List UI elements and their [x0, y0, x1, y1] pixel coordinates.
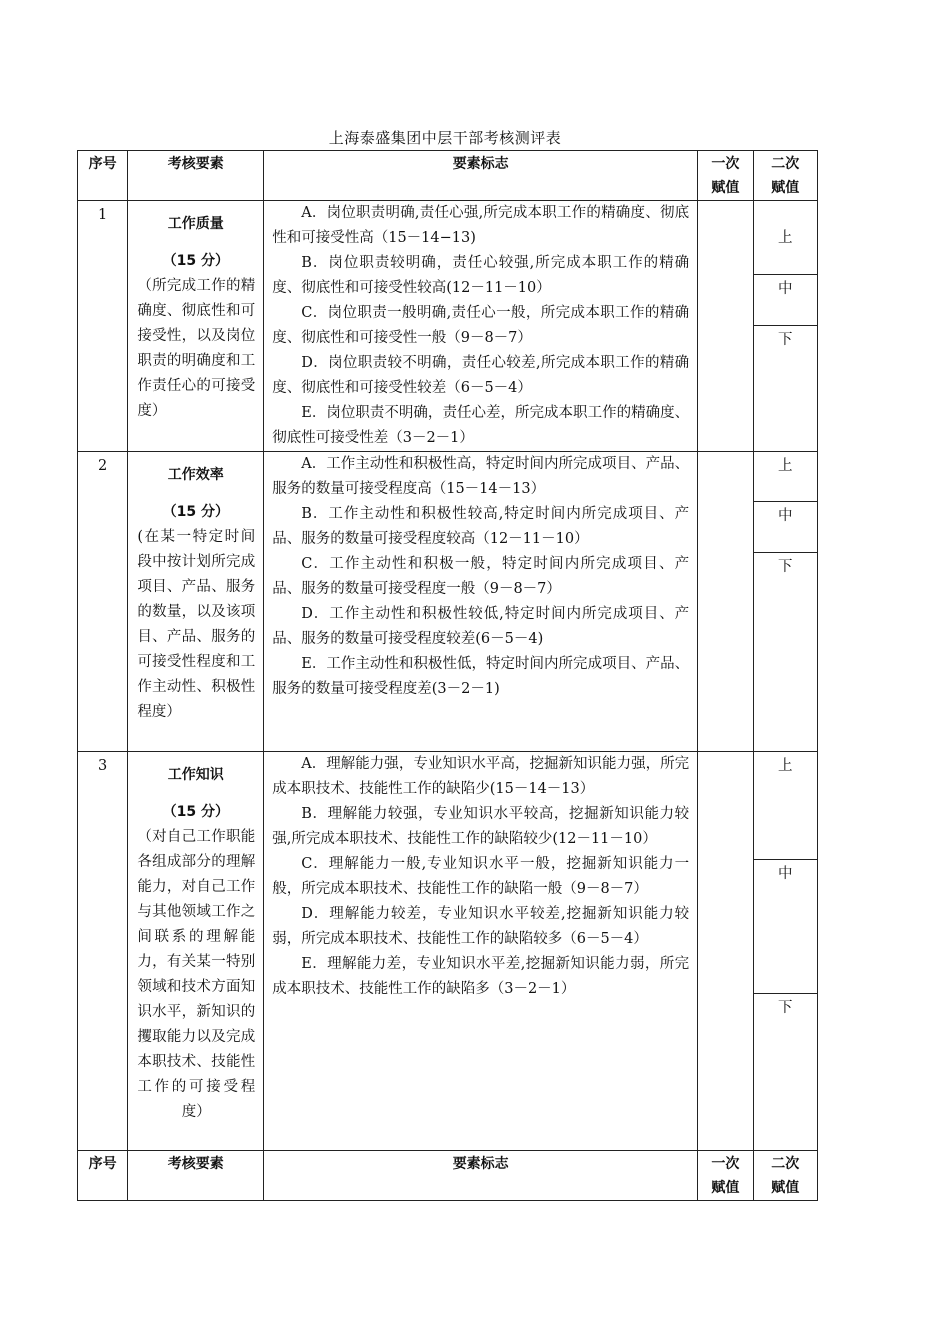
header-score1: 一次 赋值: [698, 1151, 753, 1201]
desc-item: D．理解能力较差，专业知识水平较差,挖掘新知识能力较弱，所完成本职技术、技能性工作的缺陷较多（6－5－4）: [272, 906, 690, 947]
header-desc: 要素标志: [264, 1151, 698, 1201]
row-number: 1: [78, 201, 128, 452]
row-number: 2: [78, 452, 128, 752]
score1-input-cell[interactable]: [698, 201, 753, 452]
row-number: 3: [78, 752, 128, 1151]
desc-item: E．理解能力差，专业知识水平差,挖掘新知识能力弱，所完成本职技术、技能性工作的缺陷多（3－2－1）: [272, 956, 690, 997]
element-cell: [128, 201, 264, 452]
element-name: 工作质量: [167, 216, 224, 232]
element-score: （15 分）: [162, 504, 229, 520]
desc-item: E．工作主动性和积极性低，特定时间内所完成项目、产品、服务的数量可接受程度差(3－2－1): [272, 656, 690, 697]
header-element: 考核要素: [128, 151, 264, 201]
desc-item: C．工作主动性和积极一般，特定时间内所完成项目、产品、服务的数量可接受程度一般（9－8－7）: [272, 556, 690, 597]
element-note: (在某一特定时间段中按计划所完成项目、产品、服务的数量，以及该项目、产品、服务的可接受性程度和工作主动性、积极性程度）: [137, 529, 256, 720]
grade-middle[interactable]: 中: [754, 275, 817, 326]
score2-cell: [753, 752, 817, 1151]
score2-cell: [753, 201, 817, 452]
desc-item: C．理解能力一般,专业知识水平一般，挖掘新知识能力一般，所完成本职技术、技能性工作的缺陷一般（9－8－7）: [272, 856, 690, 897]
header-score2: 二次 赋值: [753, 1151, 817, 1201]
element-note: （所完成工作的精确度、彻底性和可接受性，以及岗位职责的明确度和工作责任心的可接受度）: [137, 278, 256, 419]
header-score2: 二次 赋值: [753, 151, 817, 201]
grade-lower[interactable]: 下: [778, 332, 793, 348]
score2-cell: [753, 452, 817, 752]
element-note: （对自己工作职能各组成部分的理解能力，对自己工作与其他领域工作之间联系的理解能力，有关某一特别领域和技术方面知识水平，新知识的攫取能力以及完成本职技术、技能性工作的可接受程度）: [137, 829, 256, 1120]
header-row: [78, 151, 818, 201]
score1-input-cell[interactable]: [698, 752, 753, 1151]
desc-item: B．工作主动性和积极性较高,特定时间内所完成项目、产品、服务的数量可接受程度较高（12－11－10）: [272, 506, 690, 547]
page-title: 上海泰盛集团中层干部考核测评表: [328, 129, 562, 147]
grade-middle[interactable]: 中: [754, 860, 817, 994]
element-score: （15 分）: [162, 253, 229, 269]
header-no: 序号: [78, 1151, 128, 1201]
desc-item: B．岗位职责较明确，责任心较强,所完成本职工作的精确度、彻底性和可接受性较高(12－11－10）: [272, 255, 690, 296]
desc-item: A．理解能力强，专业知识水平高，挖掘新知识能力强，所完成本职技术、技能性工作的缺陷少(15－14－13）: [272, 756, 690, 797]
header-no: 序号: [78, 151, 128, 201]
desc-cell: [264, 201, 698, 452]
table-row: [78, 452, 818, 752]
header-element: 考核要素: [128, 1151, 264, 1201]
grade-lower[interactable]: 下: [778, 559, 793, 575]
desc-item: B．理解能力较强，专业知识水平较高，挖掘新知识能力较强,所完成本职技术、技能性工作的缺陷较少(12－11－10）: [272, 806, 690, 847]
element-name: 工作效率: [167, 467, 224, 483]
element-score: （15 分）: [162, 804, 229, 820]
desc-item: D．岗位职责较不明确，责任心较差,所完成本职工作的精确度、彻底性和可接受性较差（6－5－4）: [272, 355, 690, 396]
element-name: 工作知识: [167, 767, 224, 783]
grade-upper[interactable]: 上: [754, 201, 817, 275]
header-desc: 要素标志: [264, 151, 698, 201]
desc-item: D．工作主动性和积极性较低,特定时间内所完成项目、产品、服务的数量可接受程度较差(6－5－4): [272, 606, 690, 647]
header-score1: 一次 赋值: [698, 151, 753, 201]
desc-item: C．岗位职责一般明确,责任心一般，所完成本职工作的精确度、彻底性和可接受性一般（9－8－7）: [272, 305, 690, 346]
grade-middle[interactable]: 中: [754, 502, 817, 553]
grade-upper[interactable]: 上: [754, 452, 817, 502]
element-cell: [128, 752, 264, 1151]
desc-item: A．岗位职责明确,责任心强,所完成本职工作的精确度、彻底性和可接受性高（15－14−13): [272, 205, 690, 246]
evaluation-table: [77, 150, 818, 1201]
grade-upper[interactable]: 上: [754, 752, 817, 860]
header-row-repeat: [78, 1151, 818, 1201]
score1-input-cell[interactable]: [698, 452, 753, 752]
table-row: [78, 752, 818, 1151]
table-row: [78, 201, 818, 452]
desc-item: A．工作主动性和积极性高，特定时间内所完成项目、产品、服务的数量可接受程度高（15－14－13）: [272, 456, 690, 497]
desc-cell: [264, 452, 698, 752]
desc-item: E．岗位职责不明确，责任心差，所完成本职工作的精确度、彻底性可接受性差（3－2－1）: [272, 405, 690, 446]
desc-cell: [264, 752, 698, 1151]
element-cell: [128, 452, 264, 752]
grade-lower[interactable]: 下: [778, 1000, 793, 1016]
